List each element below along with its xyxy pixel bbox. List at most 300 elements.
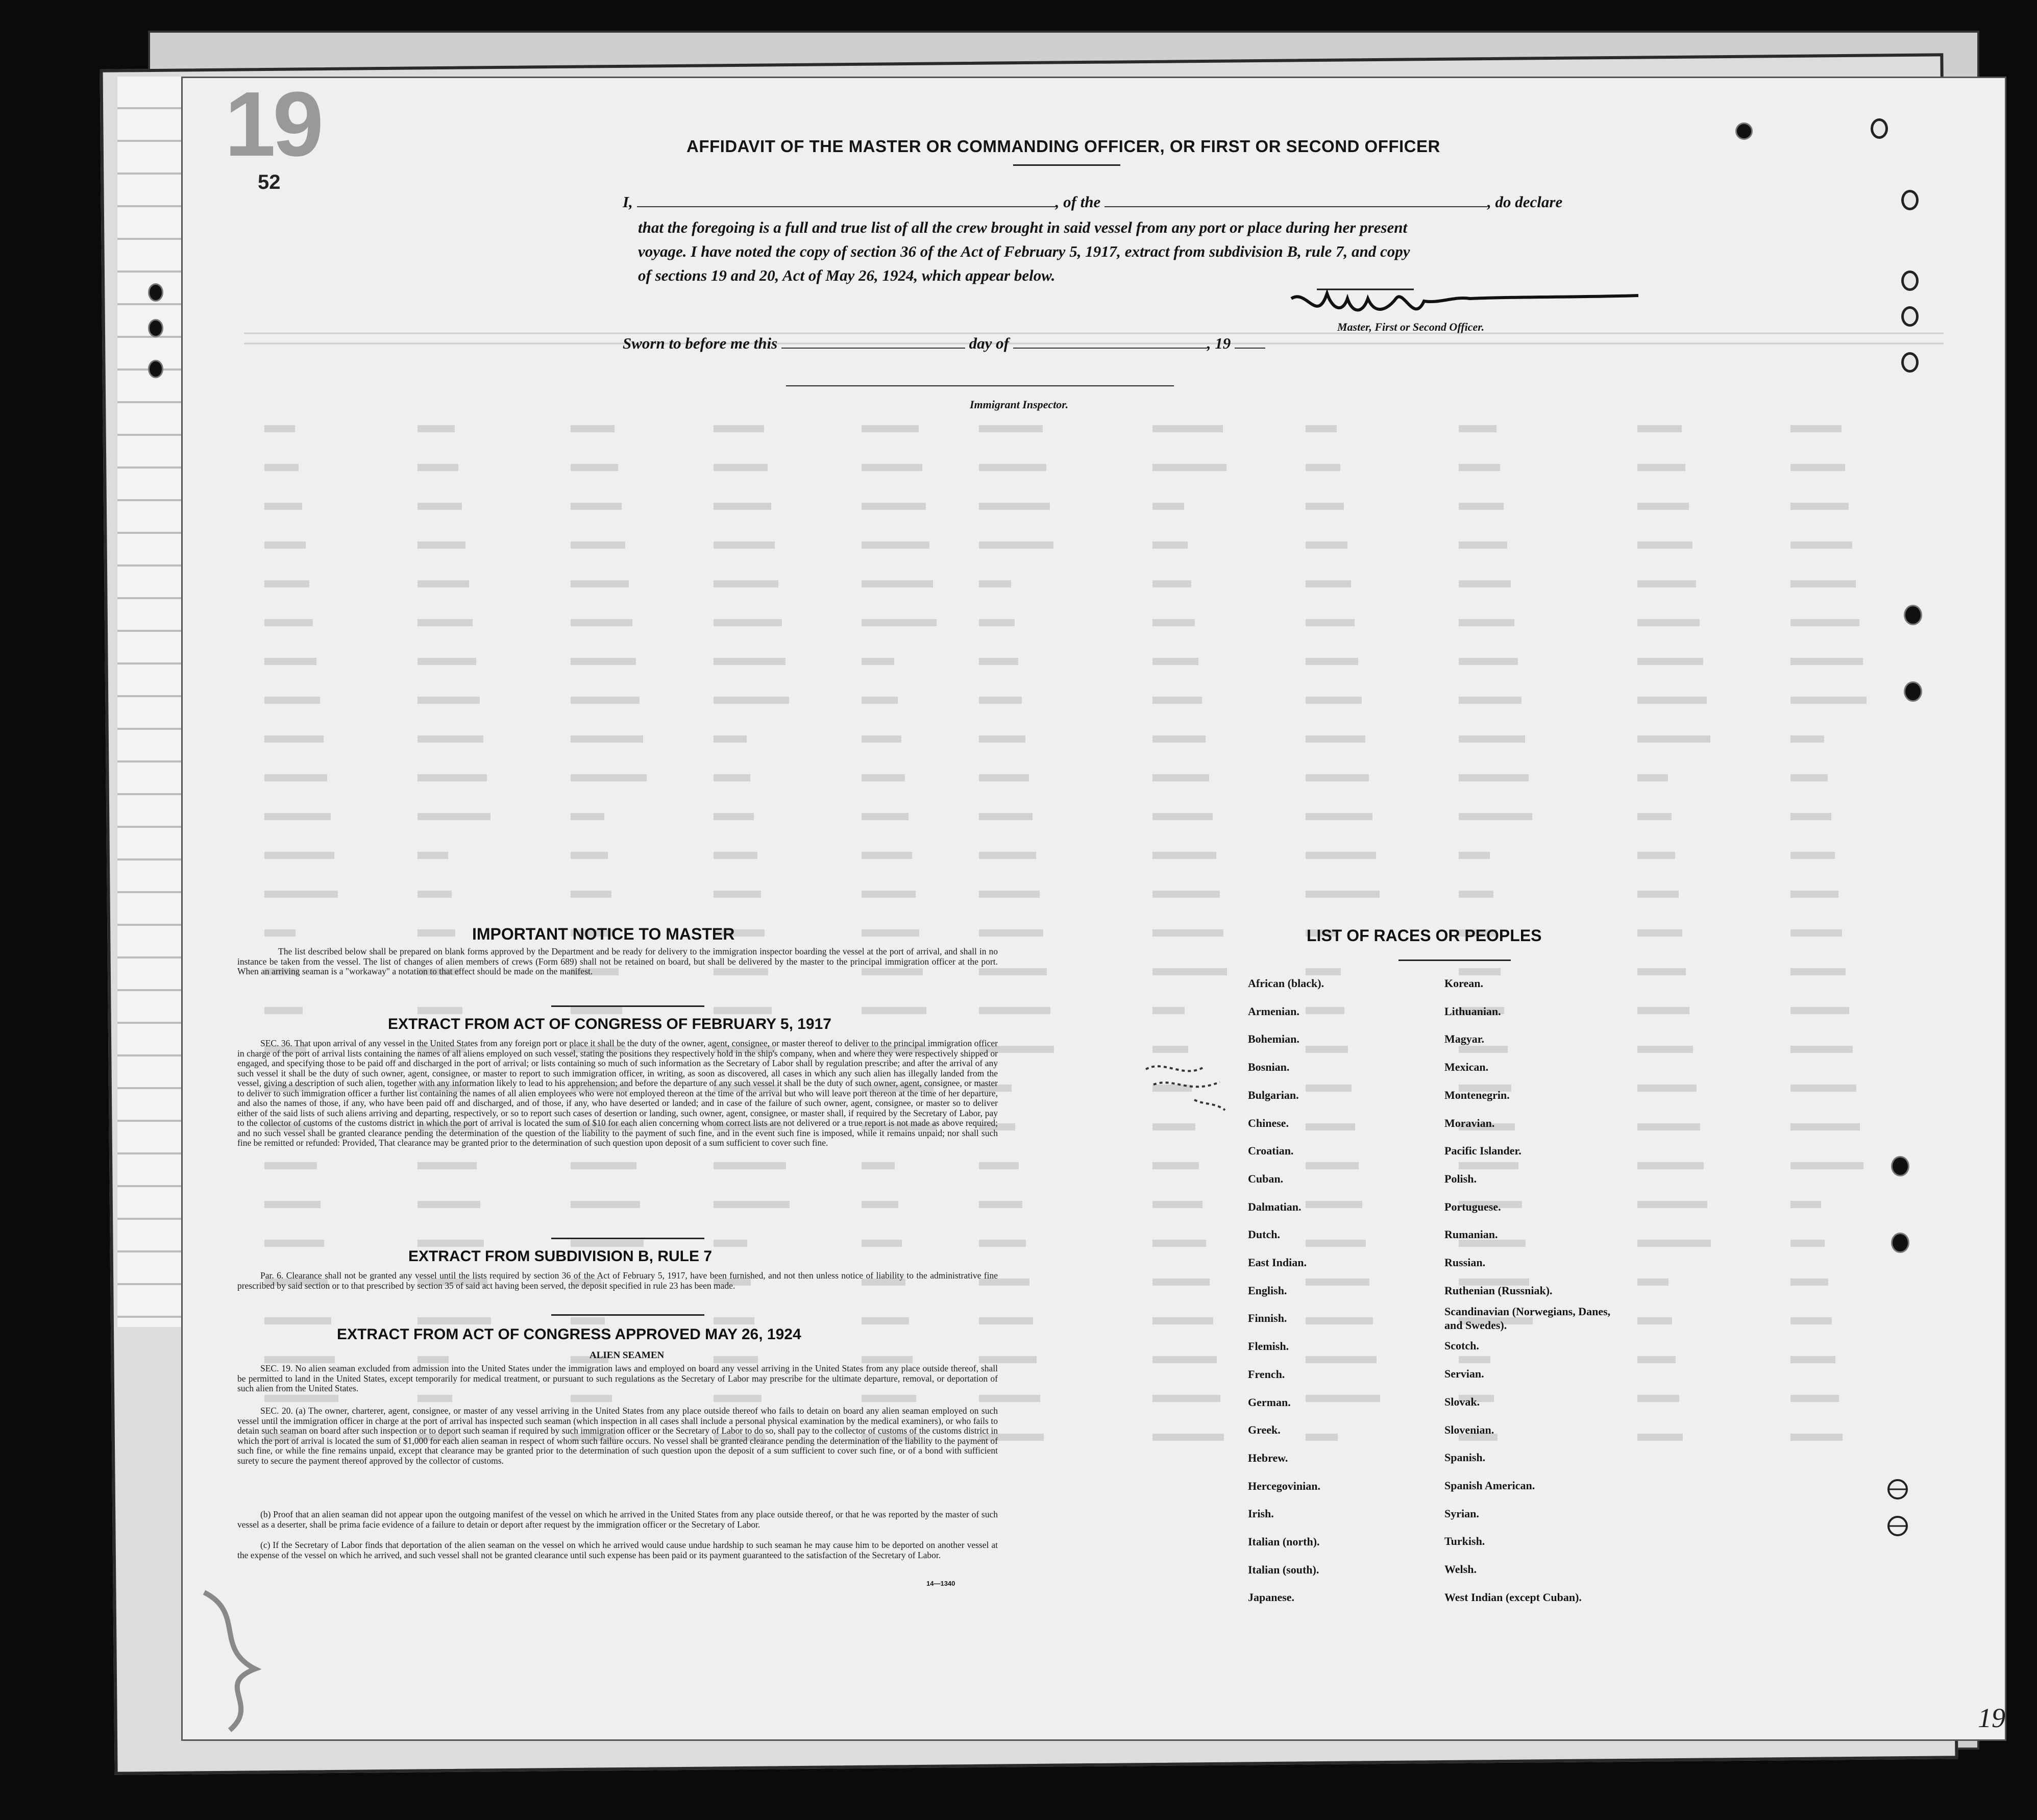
- bleed-mark: [1637, 1162, 1704, 1169]
- bleed-mark: [1306, 852, 1376, 859]
- race-item: Welsh.: [1444, 1563, 1477, 1576]
- bleed-mark: [862, 813, 909, 820]
- bleed-mark: [1637, 658, 1703, 665]
- bleed-mark: [862, 619, 937, 626]
- bleed-mark: [264, 1317, 331, 1324]
- day-blank[interactable]: [781, 335, 965, 349]
- race-item: Dutch.: [1248, 1228, 1280, 1241]
- race-item: English.: [1248, 1284, 1287, 1297]
- bleed-mark: [264, 774, 327, 781]
- bleed-mark: [1306, 697, 1362, 704]
- bleed-mark: [979, 813, 1033, 820]
- bleed-mark: [1152, 1162, 1199, 1169]
- bleed-mark: [1637, 735, 1710, 743]
- punch-hole: [1871, 118, 1888, 139]
- bleed-mark: [1152, 1046, 1188, 1053]
- bleed-mark: [1637, 1240, 1711, 1247]
- bleed-mark: [862, 503, 926, 510]
- bleed-mark: [264, 658, 316, 665]
- bleed-mark: [1637, 1007, 1689, 1014]
- bleed-mark: [1459, 425, 1496, 432]
- race-item: Armenian.: [1248, 1004, 1299, 1018]
- race-item: Croatian.: [1248, 1144, 1294, 1158]
- bleed-mark: [862, 852, 912, 859]
- bleed-mark: [979, 697, 1022, 704]
- bleed-mark: [264, 1395, 338, 1402]
- bleed-mark: [1152, 542, 1188, 549]
- bleed-mark: [979, 1356, 1037, 1363]
- affidavit-line-4: of sections 19 and 20, Act of May 26, 1924, which appear below.: [638, 266, 1056, 284]
- bleed-mark: [1790, 464, 1845, 471]
- bleed-mark: [1459, 580, 1511, 587]
- bleed-mark: [1306, 425, 1337, 432]
- race-item: Japanese.: [1248, 1591, 1295, 1604]
- race-item: Italian (south).: [1248, 1563, 1319, 1576]
- bleed-mark: [1637, 1434, 1683, 1441]
- bleed-mark: [1459, 697, 1521, 704]
- punch-hole: [148, 360, 163, 378]
- race-item: Hebrew.: [1248, 1451, 1288, 1464]
- punch-hole: [1904, 681, 1922, 702]
- race-item: Portuguese.: [1444, 1200, 1501, 1213]
- bleed-mark: [862, 542, 929, 549]
- bleed-mark: [418, 1317, 491, 1324]
- race-item: Mexican.: [1444, 1061, 1489, 1074]
- races-heading: LIST OF RACES OR PEOPLES: [1307, 926, 1542, 945]
- notice-heading: IMPORTANT NOTICE TO MASTER: [472, 925, 735, 943]
- bleed-mark: [264, 852, 334, 859]
- extract-rule7-heading: EXTRACT FROM SUBDIVISION B, RULE 7: [408, 1248, 713, 1265]
- master-caption: Master, First or Second Officer.: [1337, 321, 1485, 333]
- bleed-mark: [264, 1162, 317, 1169]
- bleed-mark: [862, 1162, 895, 1169]
- bleed-mark: [1637, 1317, 1672, 1324]
- bleed-mark: [1459, 774, 1529, 781]
- extract-1924-sec20c: (c) If the Secretary of Labor finds that deportation of the alien seaman on the vessel on which he arrived would cause undue hardship to such seaman he may cause him to be deported on another vessel at the expense of the vessel on which he arrived, and such vessel shall not be granted clearance until such expense has been paid or its payment guaranteed to the satisfaction of the Secretary of Labor.: [237, 1540, 998, 1560]
- race-item: Cuban.: [1248, 1172, 1284, 1185]
- bleed-mark: [862, 1007, 926, 1014]
- bleed-mark: [1637, 852, 1675, 859]
- bleed-mark: [1152, 813, 1213, 820]
- bleed-mark: [862, 891, 916, 898]
- bleed-mark: [264, 697, 320, 704]
- bleed-mark: [264, 1201, 321, 1208]
- bleed-mark: [979, 1007, 1050, 1014]
- bleed-mark: [1152, 1201, 1202, 1208]
- bleed-mark: [1152, 774, 1209, 781]
- race-item: Scotch.: [1444, 1339, 1479, 1352]
- year-blank[interactable]: [1235, 335, 1265, 349]
- bleed-mark: [714, 658, 786, 665]
- bleed-mark: [714, 580, 778, 587]
- bleed-mark: [1152, 503, 1184, 510]
- bleed-mark: [714, 1162, 786, 1169]
- race-item: Russian.: [1444, 1256, 1486, 1269]
- sworn-text: Sworn to before me this: [623, 334, 778, 352]
- bleed-mark: [862, 1317, 909, 1324]
- bleed-mark: [1637, 813, 1672, 820]
- race-item: Irish.: [1248, 1507, 1274, 1520]
- bleed-mark: [979, 658, 1018, 665]
- bleed-mark: [714, 503, 771, 510]
- bleed-mark: [418, 1201, 480, 1208]
- bleed-mark: [979, 852, 1036, 859]
- bleed-mark: [1790, 1007, 1849, 1014]
- bleed-mark: [571, 658, 636, 665]
- race-item: Pacific Islander.: [1444, 1144, 1521, 1158]
- name-blank[interactable]: [637, 194, 1056, 207]
- bleed-mark: [862, 658, 894, 665]
- bleed-mark: [979, 580, 1011, 587]
- bleed-mark: [1152, 1278, 1210, 1286]
- bleed-mark: [571, 697, 640, 704]
- bleed-mark: [979, 1201, 1022, 1208]
- bleed-mark: [979, 1240, 1026, 1247]
- race-item: Spanish.: [1444, 1451, 1486, 1464]
- bleed-mark: [1152, 464, 1226, 471]
- sheet-number: 19: [225, 73, 321, 176]
- bleed-mark: [1790, 774, 1828, 781]
- punch-hole: [148, 283, 163, 302]
- bleed-mark: [571, 891, 611, 898]
- bleed-mark: [418, 813, 490, 820]
- bleed-mark: [1790, 580, 1856, 587]
- bleed-mark: [571, 503, 622, 510]
- extract-1924-sec19: SEC. 19. No alien seaman excluded from admission into the United States under the immigration laws and employed on board any vessel arriving in the United States from any place outside thereof, shall be permitted to land in the United States, except temporarily for medical treatment, or pursuant to such regulations as the Secretary of Labor may prescribe for the ultimate departure, removal, or deportation of such alien from the United States.: [237, 1363, 998, 1393]
- bleed-mark: [1306, 503, 1344, 510]
- bleed-mark: [571, 619, 632, 626]
- bleed-mark: [1152, 852, 1216, 859]
- bleed-mark: [571, 1395, 612, 1402]
- bleed-mark: [1790, 813, 1831, 820]
- bleed-mark: [571, 464, 618, 471]
- bleed-mark: [418, 735, 483, 743]
- bleed-mark: [264, 425, 295, 432]
- bleed-mark: [979, 1162, 1019, 1169]
- notice-rule: [551, 1005, 704, 1007]
- bleed-mark: [1152, 891, 1220, 898]
- extract-1924-heading: EXTRACT FROM ACT OF CONGRESS APPROVED MAY 26, 1924: [337, 1326, 801, 1343]
- bleed-mark: [979, 464, 1046, 471]
- bleed-mark: [862, 1201, 898, 1208]
- bleed-mark: [1790, 542, 1852, 549]
- races-rule: [1398, 960, 1511, 961]
- bleed-mark: [862, 580, 933, 587]
- bleed-mark: [714, 1007, 772, 1014]
- bleed-mark: [1459, 658, 1518, 665]
- bleed-mark: [979, 735, 1025, 743]
- bleed-mark: [1152, 1123, 1195, 1130]
- bleed-mark: [1152, 735, 1206, 743]
- race-item: Chinese.: [1248, 1116, 1289, 1129]
- bleed-mark: [1790, 503, 1849, 510]
- affidavit-i: I,: [623, 193, 633, 211]
- bleed-mark: [1790, 1240, 1825, 1247]
- race-item: Ruthenian (Russniak).: [1444, 1284, 1553, 1297]
- race-item: French.: [1248, 1367, 1285, 1381]
- bleed-mark: [1790, 1356, 1835, 1363]
- bleed-mark: [264, 1007, 303, 1014]
- bleed-mark: [1459, 619, 1514, 626]
- bleed-mark: [1790, 1434, 1843, 1441]
- bleed-mark: [1637, 774, 1668, 781]
- bleed-mark: [862, 1356, 913, 1363]
- bleed-mark: [1790, 697, 1867, 704]
- bleed-mark: [862, 697, 898, 704]
- extract-1924-sec20a: SEC. 20. (a) The owner, charterer, agent, consignee, or master of any vessel arriving in the United States from any place outside thereof who fails to detain on board any alien seaman employed on such vessel until the immigration officer in charge at the port of arrival has inspected such seaman (which inspection in all cases shall include a personal physical examination by the medical examiners), or who fails to detain such seaman on board after such inspection or to deport such seaman if required by such immigration officer or the Secretary of Labor to do so, shall pay to the collector of customs of the customs district in which the port of arrival is located the sum of $1,000 for each alien seaman in respect of whom such failure occurs. No vessel shall be granted clearance pending the determination of the liability to the payment of such fine, or while the fine remains unpaid, except that clearance may be granted prior to the determination of such question upon the deposit of a sum sufficient to cover such fine, or of a bond with sufficient surety to secure the payment thereof approved by the collector of customs.: [237, 1406, 998, 1466]
- bleed-mark: [714, 774, 750, 781]
- bleed-mark: [1637, 929, 1682, 937]
- vessel-blank[interactable]: [1105, 194, 1487, 207]
- bleed-mark: [264, 580, 309, 587]
- race-item: Rumanian.: [1444, 1228, 1498, 1241]
- punch-hole: [1891, 1156, 1909, 1176]
- bleed-mark: [1790, 1046, 1853, 1053]
- bleed-mark: [418, 1007, 462, 1014]
- bleed-mark: [264, 1240, 324, 1247]
- race-item: German.: [1248, 1395, 1291, 1409]
- bleed-mark: [714, 852, 757, 859]
- bleed-mark: [1306, 619, 1355, 626]
- race-item: Italian (north).: [1248, 1535, 1320, 1548]
- bleed-mark: [571, 735, 643, 743]
- affidavit-of-the: , of the: [1055, 193, 1101, 211]
- race-item: Bosnian.: [1248, 1061, 1290, 1074]
- bleed-mark: [1637, 1123, 1700, 1130]
- bleed-mark: [1637, 1085, 1697, 1092]
- bleed-mark: [1637, 697, 1707, 704]
- bleed-mark: [979, 503, 1050, 510]
- bleed-mark: [418, 580, 469, 587]
- extract-1917-rule: [551, 1238, 704, 1239]
- bleed-mark: [1152, 619, 1195, 626]
- bleed-mark: [1306, 580, 1351, 587]
- bleed-mark: [418, 852, 448, 859]
- bleed-mark: [714, 813, 754, 820]
- bleed-mark: [1306, 774, 1369, 781]
- bleed-mark: [714, 1240, 747, 1247]
- bleed-mark: [714, 1201, 790, 1208]
- bleed-mark: [714, 1356, 758, 1363]
- bleed-mark: [1637, 1046, 1693, 1053]
- bleed-mark: [714, 464, 768, 471]
- bleed-mark: [571, 425, 615, 432]
- bleed-mark: [264, 813, 331, 820]
- bleed-mark: [418, 503, 462, 510]
- bleed-mark: [1306, 658, 1358, 665]
- extract-rule7-rule: [551, 1314, 704, 1316]
- affidavit-sheet: [181, 77, 2006, 1741]
- bleed-mark: [418, 464, 458, 471]
- bleed-mark: [979, 619, 1015, 626]
- race-item: Slovak.: [1444, 1395, 1480, 1408]
- bleed-mark: [1637, 891, 1679, 898]
- bleed-mark: [571, 580, 629, 587]
- bleed-mark: [1459, 464, 1500, 471]
- bleed-mark: [862, 735, 901, 743]
- bleed-mark: [418, 542, 465, 549]
- bleed-mark: [1459, 735, 1525, 743]
- race-item: West Indian (except Cuban).: [1444, 1590, 1582, 1604]
- bleed-mark: [264, 619, 313, 626]
- bleed-mark: [418, 774, 487, 781]
- bleed-mark: [1152, 1434, 1224, 1441]
- bleed-mark: [714, 1317, 754, 1324]
- month-blank[interactable]: [1013, 335, 1207, 349]
- bleed-mark: [418, 658, 476, 665]
- bleed-mark: [1152, 1317, 1213, 1324]
- race-item: East Indian.: [1248, 1256, 1307, 1269]
- bleed-mark: [979, 542, 1053, 549]
- bleed-mark: [979, 929, 1043, 937]
- bleed-mark: [1637, 425, 1682, 432]
- punch-hole: [1901, 352, 1919, 373]
- extract-1917-body: SEC. 36. That upon arrival of any vessel in the United States from any foreign port or place it shall be the duty of the owner, agent, consignee, or master thereof to deliver to the principal immigration officer in charge of the port of arrival lists containing the names of all aliens employed on such vessel, stating the positions they respectively hold in the ship's company, when and where they were respectively shipped or engaged, and specifying those to be paid off and discharged in the port of arrival; or lists containing so much of such information as the Secretary of Labor shall by regulation prescribe; and after the arrival of any such vessel it shall be the duty of such owner, agent, consignee, or master to report to such immigration officer, in writing, as soon as discovered, all cases in which any such alien has illegally landed from the vessel, giving a description of such alien, together with any information likely to lead to his apprehension; and before the departure of any such vessel it shall be the duty of such owner, agent, consignee, or master to deliver to such immigration officer a further list containing the names of all alien employees who were not employed thereon at the time of the arrival but who will leave port thereon at the time of her departure, and also the names of those, if any, who have been paid off and discharged, and of those, if any, who have deserted or landed; and in case of the failure of such owner, agent, consignee, or master so to deliver either of the said lists of such aliens arriving and departing, respectively, or so to report such cases of desertion or landing, such owner, agent, consignee, or master shall, if required by the Secretary of Labor, pay to the collector of customs of the customs district in which the port of arrival is located the sum of $10 for each alien concerning whom correct lists are not delivered or a true report is not made as above required; and no such vessel shall be granted clearance pending the determination of the question of the liability to the payment of such fine, and in the event such fine is imposed, while it remains unpaid; nor shall such fine be remitted or refunded: Provided, That clearance may be granted prior to the determination of such question upon deposit of a sum sufficient to cover such fine.: [237, 1038, 998, 1148]
- bleed-mark: [1637, 542, 1692, 549]
- bleed-mark: [862, 425, 919, 432]
- bleed-mark: [571, 1317, 605, 1324]
- bleed-mark: [418, 929, 455, 937]
- bleed-mark: [1306, 542, 1347, 549]
- title-rule: [1013, 164, 1120, 166]
- bleed-mark: [1306, 735, 1365, 743]
- bleed-mark: [714, 542, 775, 549]
- bleed-mark: [1637, 619, 1700, 626]
- bleed-mark: [1637, 1201, 1707, 1208]
- bleed-mark: [979, 891, 1040, 898]
- year-text: , 19: [1207, 334, 1231, 352]
- bleed-mark: [1790, 1201, 1821, 1208]
- bleed-mark: [418, 1240, 484, 1247]
- affidavit-declare: , do declare: [1487, 193, 1563, 211]
- bleed-mark: [264, 929, 296, 937]
- bleed-mark: [571, 1007, 622, 1014]
- ink-smudge: [1143, 1054, 1235, 1115]
- bleed-mark: [1152, 1240, 1206, 1247]
- form-number: 14—1340: [926, 1580, 955, 1587]
- bleed-mark: [1152, 1395, 1220, 1402]
- race-item: African (black).: [1248, 977, 1324, 990]
- bleed-mark: [1152, 929, 1223, 937]
- bleed-mark: [979, 425, 1043, 432]
- bleed-mark: [571, 852, 608, 859]
- race-item: Bohemian.: [1248, 1032, 1299, 1046]
- race-item: Finnish.: [1248, 1312, 1287, 1325]
- bleed-mark: [418, 697, 480, 704]
- bleed-mark: [1790, 968, 1846, 975]
- bleed-mark: [1790, 929, 1842, 937]
- day-of-text: day of: [969, 334, 1009, 352]
- race-item: Scandinavian (Norwegians, Danes, and Swedes).: [1444, 1305, 1611, 1332]
- bleed-mark: [714, 619, 782, 626]
- race-item: Dalmatian.: [1248, 1200, 1302, 1213]
- bleed-mark: [1637, 464, 1685, 471]
- race-item: Lithuanian.: [1444, 1004, 1501, 1018]
- affidavit-line-3: voyage. I have noted the copy of section 36 of the Act of February 5, 1917, extract from subdivision B, rule 7, and copy: [638, 242, 1410, 260]
- race-item: Montenegrin.: [1444, 1088, 1510, 1101]
- bleed-mark: [264, 464, 299, 471]
- bleed-mark: [1790, 891, 1838, 898]
- bleed-mark: [1459, 891, 1493, 898]
- alien-seamen-subheading: ALIEN SEAMEN: [590, 1350, 665, 1361]
- bleed-mark: [714, 891, 761, 898]
- race-item: Bulgarian.: [1248, 1088, 1299, 1101]
- circle-mark: [1883, 1475, 1914, 1546]
- bleed-mark: [418, 1162, 477, 1169]
- bleed-mark: [1152, 1007, 1185, 1014]
- bleed-mark: [862, 1240, 902, 1247]
- bleed-mark: [1637, 1395, 1679, 1402]
- bleed-mark: [418, 1395, 452, 1402]
- bleed-mark: [979, 1395, 1040, 1402]
- punch-hole: [1901, 190, 1919, 210]
- bleed-mark: [1459, 852, 1490, 859]
- bleed-mark: [1152, 697, 1202, 704]
- bleed-mark: [418, 425, 455, 432]
- races-column-1: [1248, 970, 1324, 1612]
- bleed-mark: [418, 619, 473, 626]
- bleed-mark: [1790, 852, 1835, 859]
- bleed-mark: [1790, 425, 1842, 432]
- bleed-mark: [1790, 1395, 1839, 1402]
- margin-note: 52: [258, 171, 281, 193]
- bleed-mark: [571, 1201, 640, 1208]
- affidavit-title: AFFIDAVIT OF THE MASTER OR COMMANDING OFFICER, OR FIRST OR SECOND OFFICER: [686, 137, 1440, 156]
- punch-hole: [1891, 1233, 1909, 1253]
- race-item: Magyar.: [1444, 1032, 1485, 1046]
- bleed-mark: [418, 891, 452, 898]
- bleed-mark: [571, 813, 604, 820]
- bleed-mark: [1152, 658, 1198, 665]
- race-item: Spanish American.: [1444, 1479, 1535, 1492]
- bleed-mark: [1637, 1278, 1668, 1286]
- race-item: Polish.: [1444, 1172, 1477, 1185]
- bleed-mark: [1459, 542, 1507, 549]
- bleed-mark: [571, 774, 647, 781]
- affidavit-line-2: that the foregoing is a full and true list of all the crew brought in said vessel from any port or place during her present: [638, 218, 1408, 236]
- bleed-mark: [1306, 813, 1372, 820]
- bleed-mark: [862, 464, 922, 471]
- notice-body: The list described below shall be prepared on blank forms approved by the Department and be ready for delivery to the immigration inspector boarding the vessel at the port of arrival, and shall in no instance be taken from the vessel. The list of changes of alien members of crews (Form 689) shall not be retained on board, but shall be delivered by the master to the principal immigration officer at the port. When an arriving seaman is a "workaway" a notation to that effect should be made on the manifest.: [237, 946, 998, 976]
- races-column-2: [1444, 970, 1628, 1611]
- bleed-mark: [1790, 1085, 1856, 1092]
- bleed-through-texture: [183, 78, 2005, 1739]
- bleed-mark: [264, 503, 302, 510]
- bleed-mark: [979, 774, 1029, 781]
- bleed-mark: [264, 542, 306, 549]
- bleed-mark: [714, 735, 747, 743]
- race-item: Turkish.: [1444, 1535, 1485, 1548]
- inspector-signature-line: [786, 385, 1174, 386]
- bleed-mark: [1790, 1123, 1860, 1130]
- bleed-mark: [1790, 1162, 1863, 1169]
- punch-hole: [1901, 306, 1919, 327]
- punch-hole: [148, 319, 163, 337]
- race-item: Flemish.: [1248, 1340, 1289, 1353]
- race-item: Korean.: [1444, 977, 1483, 990]
- bleed-mark: [418, 1356, 449, 1363]
- bleed-mark: [264, 891, 338, 898]
- race-item: Slovenian.: [1444, 1423, 1494, 1436]
- bleed-mark: [1637, 503, 1689, 510]
- race-item: Syrian.: [1444, 1507, 1479, 1520]
- punch-hole: [1735, 122, 1753, 140]
- extract-rule7-body: Par. 6. Clearance shall not be granted any vessel until the lists required by section 36 of the Act of February 5, 1917, have been furnished, and not then unless notice of liability to the administrative fine prescribed by said section or to that prescribed by section 35 of said act having been served, the deposit specified in rule 23 has been made.: [237, 1270, 998, 1291]
- margin-scribble: [184, 1582, 286, 1735]
- bleed-mark: [1152, 425, 1223, 432]
- race-item: Hercegovinian.: [1248, 1479, 1320, 1492]
- bleed-mark: [264, 1356, 335, 1363]
